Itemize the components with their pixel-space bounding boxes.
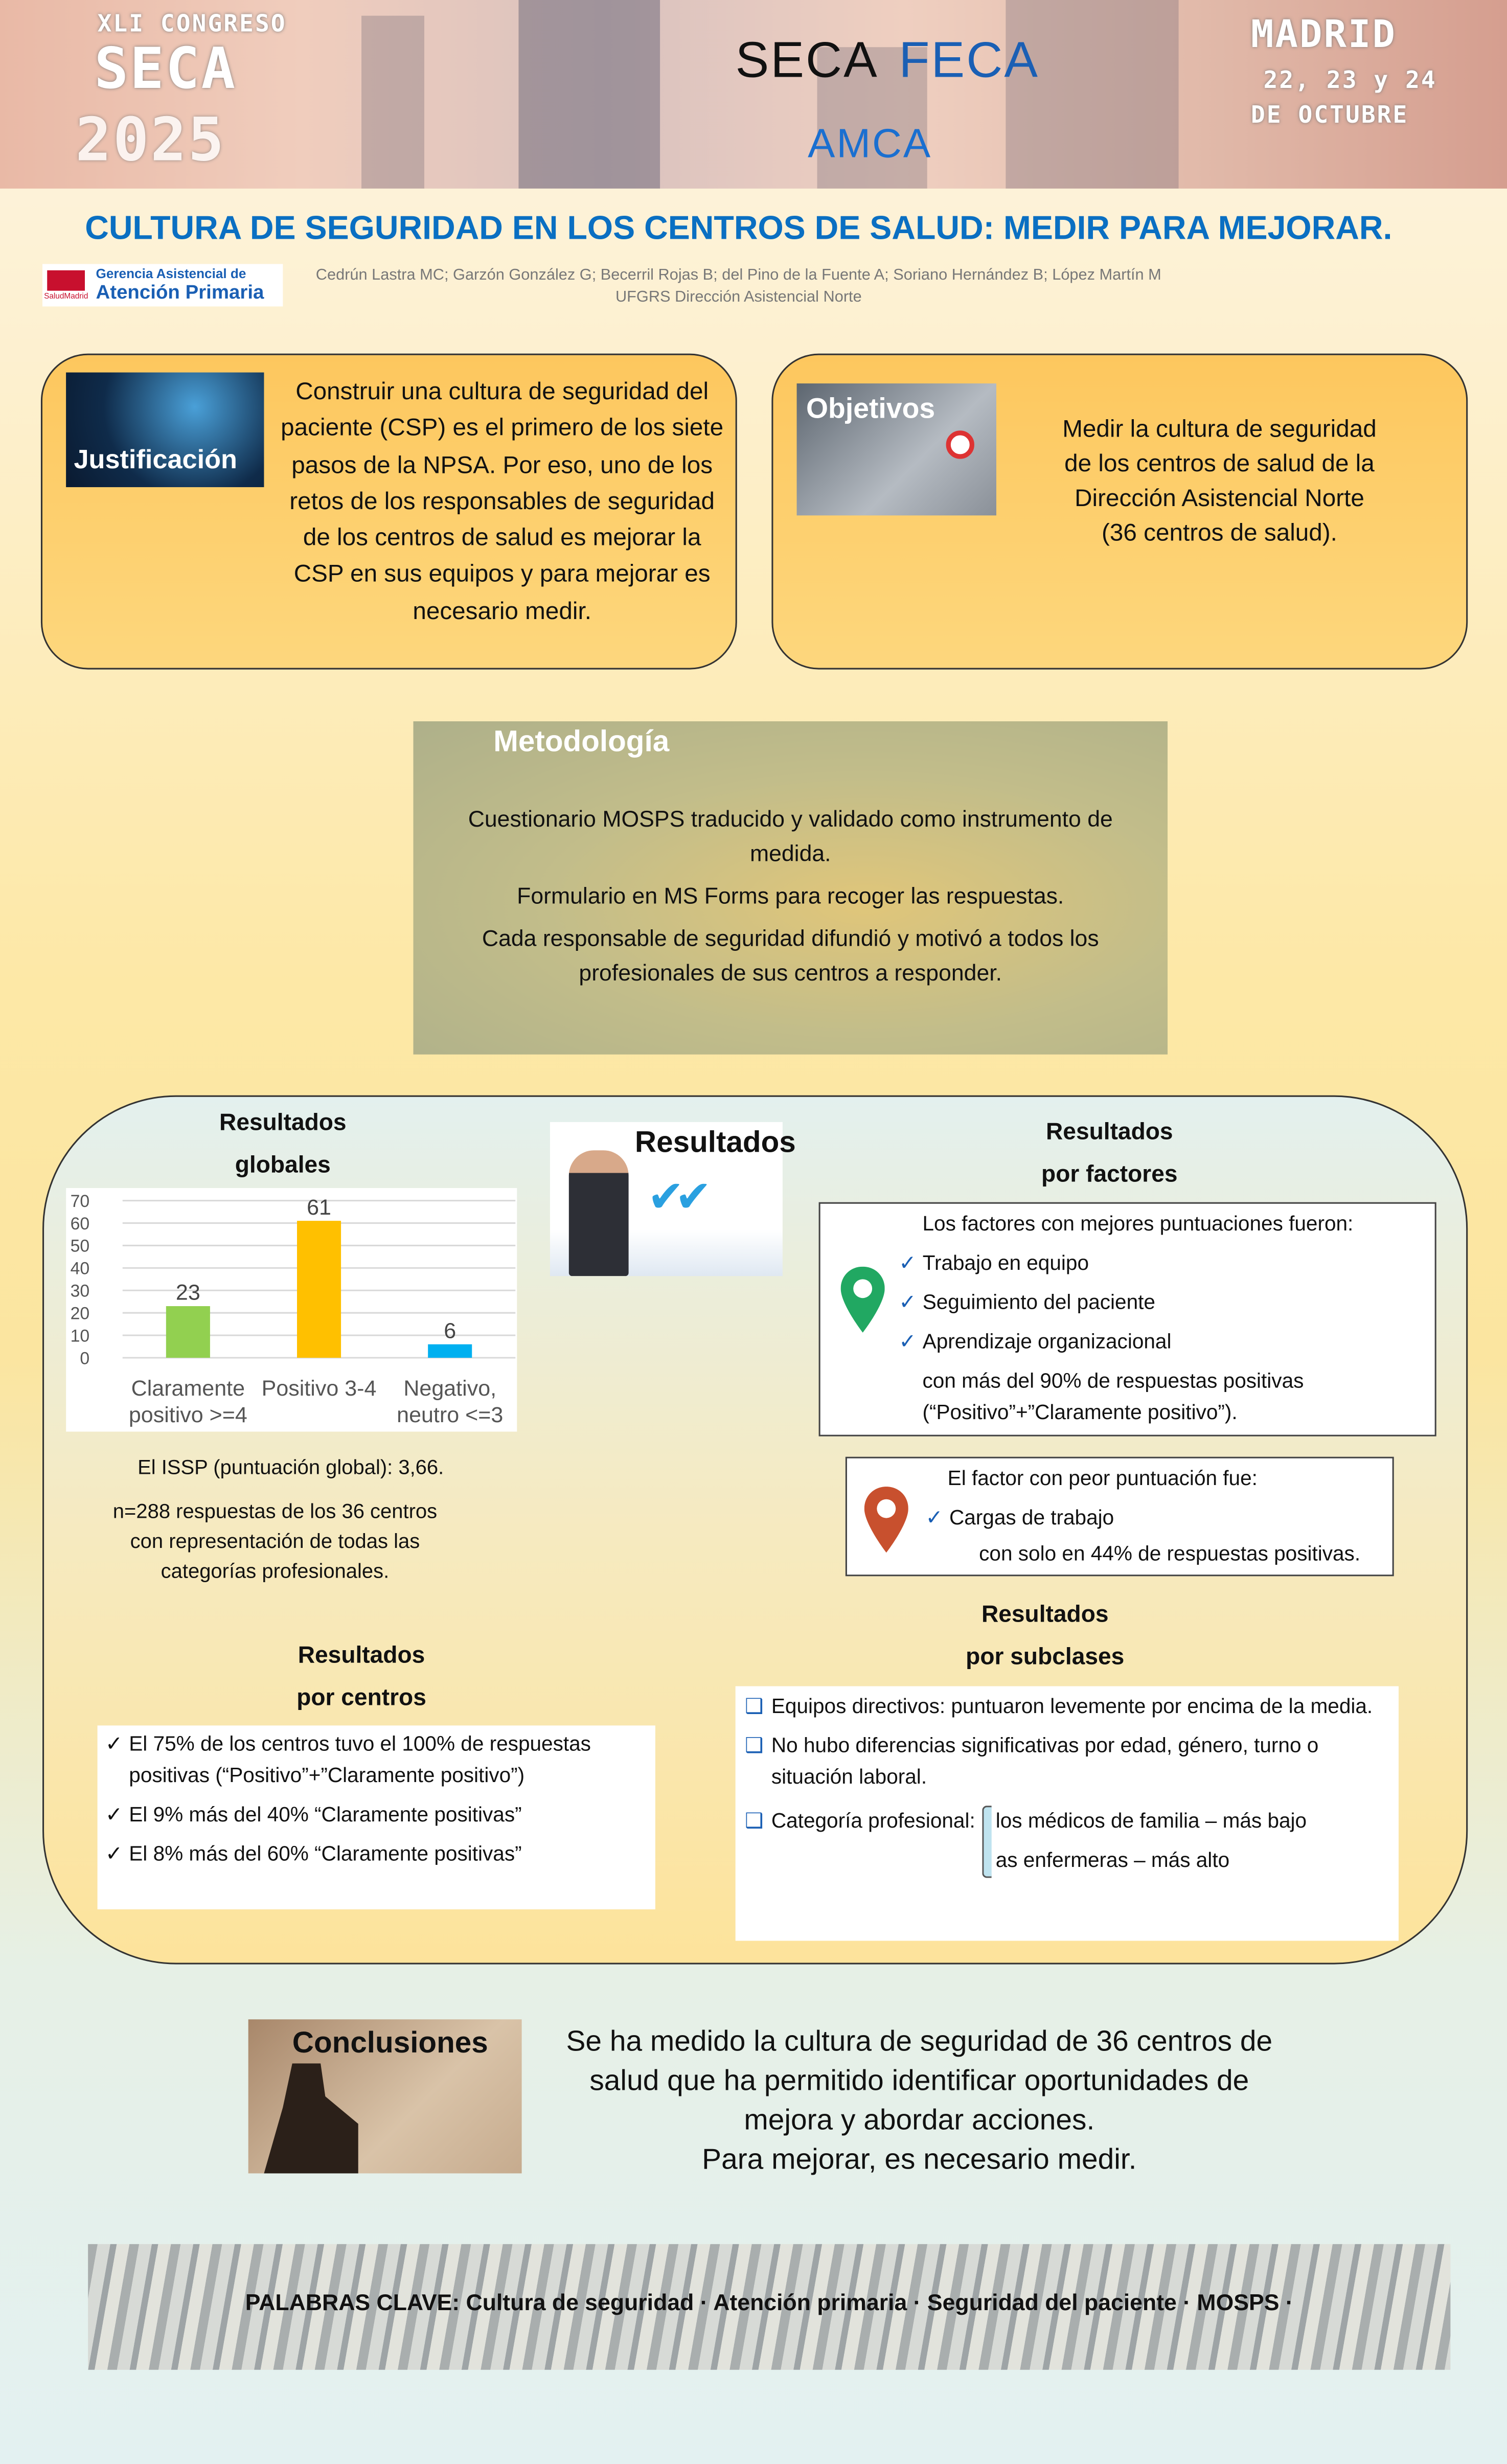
objetivos-image: Objetivos [797, 383, 996, 515]
check-icon: ✓ [105, 1731, 123, 1755]
seca-logo: SECA [735, 31, 879, 88]
conclusiones-image: Conclusiones [248, 2019, 522, 2173]
y-tick-label: 0 [80, 1349, 90, 1368]
check-icon: ✓ [899, 1250, 917, 1275]
factores-heading: Resultados por factores [1041, 1119, 1178, 1189]
objetivos-text: Medir la cultura de seguridad de los centros de salud de la Dirección Asistencial Norte (36 centros de salud). [1062, 416, 1377, 547]
worst-factor-box: El factor con peor puntuación fue: ✓ Cargas de trabajo con solo en 44% de respuestas positivas. [846, 1457, 1394, 1577]
y-tick-label: 70 [70, 1191, 90, 1211]
centro-item: ✓ El 75% de los centros tuvo el 100% de respuestas positivas (“Positivo”+”Claramente positivo”) [105, 1729, 648, 1792]
y-tick-label: 50 [70, 1236, 90, 1256]
subclase-item: ❑ Categoría profesional: los médicos de familia – más bajo as enfermeras – más alto [745, 1801, 1381, 1880]
resultados-image: ✔✔ Resultados [550, 1122, 783, 1276]
bar [166, 1306, 210, 1358]
subclase-item: ❑ No hubo diferencias significativas por edad, género, turno o situación laboral. [745, 1730, 1381, 1793]
atencion-primaria-logo: SaludMadrid Gerencia Asistencial de Atención Primaria [42, 264, 283, 306]
y-tick-label: 30 [70, 1281, 90, 1301]
target-icon [946, 430, 974, 459]
subclase-item: ❑ Equipos directivos: puntuaron levemente por encima de la media. [745, 1691, 1381, 1722]
subclases-heading: Resultados por subclases [966, 1601, 1125, 1671]
checkbox-icon: ❑ [745, 1694, 764, 1718]
data-label: 23 [175, 1280, 200, 1305]
affiliation: UFGRS Dirección Asistencial Norte [615, 289, 862, 307]
x-tick-label: Positivo 3-4 [261, 1376, 377, 1401]
y-tick-label: 60 [70, 1214, 90, 1234]
brace [981, 1806, 991, 1878]
check-icon: ✓ [105, 1841, 123, 1865]
dates-line1: 22, 23 y 24 [1263, 66, 1437, 95]
checklist-icon: ✔✔ [647, 1172, 702, 1221]
centro-item: ✓ El 9% más del 40% “Claramente positivas” [105, 1799, 648, 1831]
justificacion-panel [41, 354, 737, 670]
x-tick-label: Claramente positivo >=4 [128, 1376, 247, 1428]
conclusiones-text: Se ha medido la cultura de seguridad de 36 centros de salud que ha permitido identificar oportunidades de mejora y abordar acciones. Para mejorar, es necesario medir. [566, 2024, 1273, 2175]
dates-line2: DE OCTUBRE [1250, 100, 1409, 129]
congress-banner [0, 0, 1507, 189]
subclases-box [736, 1686, 1399, 1941]
green-location-pin-icon [841, 1267, 885, 1333]
metodologia-line: Cada responsable de seguridad difundió y motivó a todos los profesionales de sus centros a responder. [482, 927, 1099, 987]
centros-box [98, 1725, 655, 1909]
check-icon: ✓ [925, 1505, 943, 1530]
centro-item: ✓ El 8% más del 60% “Claramente positivas” [105, 1839, 648, 1870]
globales-heading: Resultados globales [219, 1109, 347, 1179]
data-label: 6 [444, 1318, 456, 1343]
data-label: 61 [307, 1195, 331, 1220]
results-bar-chart [66, 1188, 517, 1431]
factor-item: ✓ Cargas de trabajo [925, 1505, 1114, 1530]
checkbox-icon: ❑ [745, 1809, 764, 1833]
best-factors-box: Los factores con mejores puntuaciones fueron: ✓ Trabajo en equipo ✓ Seguimiento del paciente ✓ Aprendizaje organizacional con más del 90% de respuestas positivas (“Positivo”+”Claramente positivo”). [819, 1202, 1436, 1436]
congress-line3: 2025 [75, 105, 226, 175]
n-text: n=288 respuestas de los 36 centros con representación de todas las categorías profesionales. [112, 1499, 438, 1583]
justificacion-text: Construir una cultura de seguridad del paciente (CSP) es el primero de los siete pasos de la NPSA. Por eso, uno de los retos de los responsables de seguridad de los centros de salud es mejorar la CSP en sus equipos y para mejorar es necesario medir. [281, 378, 724, 625]
bar [428, 1344, 472, 1358]
objetivos-panel [771, 354, 1468, 670]
checkbox-icon: ❑ [745, 1733, 764, 1757]
x-tick-label: Negativo, neutro <=3 [397, 1376, 504, 1428]
keywords-banner: PALABRAS CLAVE: Cultura de seguridad · Atención primaria · Seguridad del paciente · MOSPS · [88, 2244, 1450, 2370]
metodologia-line: Cuestionario MOSPS traducido y validado como instrumento de medida. [468, 808, 1113, 868]
person-at-desk-figure [264, 2063, 358, 2173]
justificacion-image: Justificación [66, 373, 264, 487]
y-tick-label: 20 [70, 1304, 90, 1324]
person-figure [569, 1150, 629, 1276]
amca-logo: AMCA [808, 119, 932, 167]
centros-heading: Resultados por centros [296, 1642, 426, 1712]
factor-item: ✓ Seguimiento del paciente [899, 1290, 1155, 1314]
y-tick-label: 10 [70, 1326, 90, 1346]
city: MADRID [1250, 12, 1397, 57]
metodologia-line: Formulario en MS Forms para recoger las respuestas. [517, 884, 1064, 910]
check-icon: ✓ [899, 1290, 917, 1314]
congress-line2: SECA [94, 37, 237, 102]
y-tick-label: 40 [70, 1259, 90, 1279]
bar [297, 1221, 341, 1358]
poster-title: CULTURA DE SEGURIDAD EN LOS CENTROS DE SALUD: MEDIR PARA MEJORAR. [85, 210, 1392, 247]
check-icon: ✓ [105, 1802, 123, 1827]
red-location-pin-icon [864, 1485, 908, 1554]
feca-logo: FECA [899, 31, 1040, 88]
check-icon: ✓ [899, 1329, 917, 1353]
factor-item: ✓ Aprendizaje organizacional [899, 1329, 1172, 1353]
metodologia-panel: Metodología Cuestionario MOSPS traducido y validado como instrumento de medida. Formulario en MS Forms para recoger las respuestas. Cada responsable de seguridad difundió y motivó a todos los profesionales de sus centros a responder. [413, 721, 1168, 1055]
factor-item: ✓ Trabajo en equipo [899, 1250, 1089, 1275]
congress-line1: XLI CONGRESO [97, 9, 287, 38]
issp-text: El ISSP (puntuación global): 3,66. [138, 1455, 444, 1479]
authors: Cedrún Lastra MC; Garzón González G; Becerril Rojas B; del Pino de la Fuente A; Soriano Hernández B; López Martín M [315, 267, 1161, 285]
